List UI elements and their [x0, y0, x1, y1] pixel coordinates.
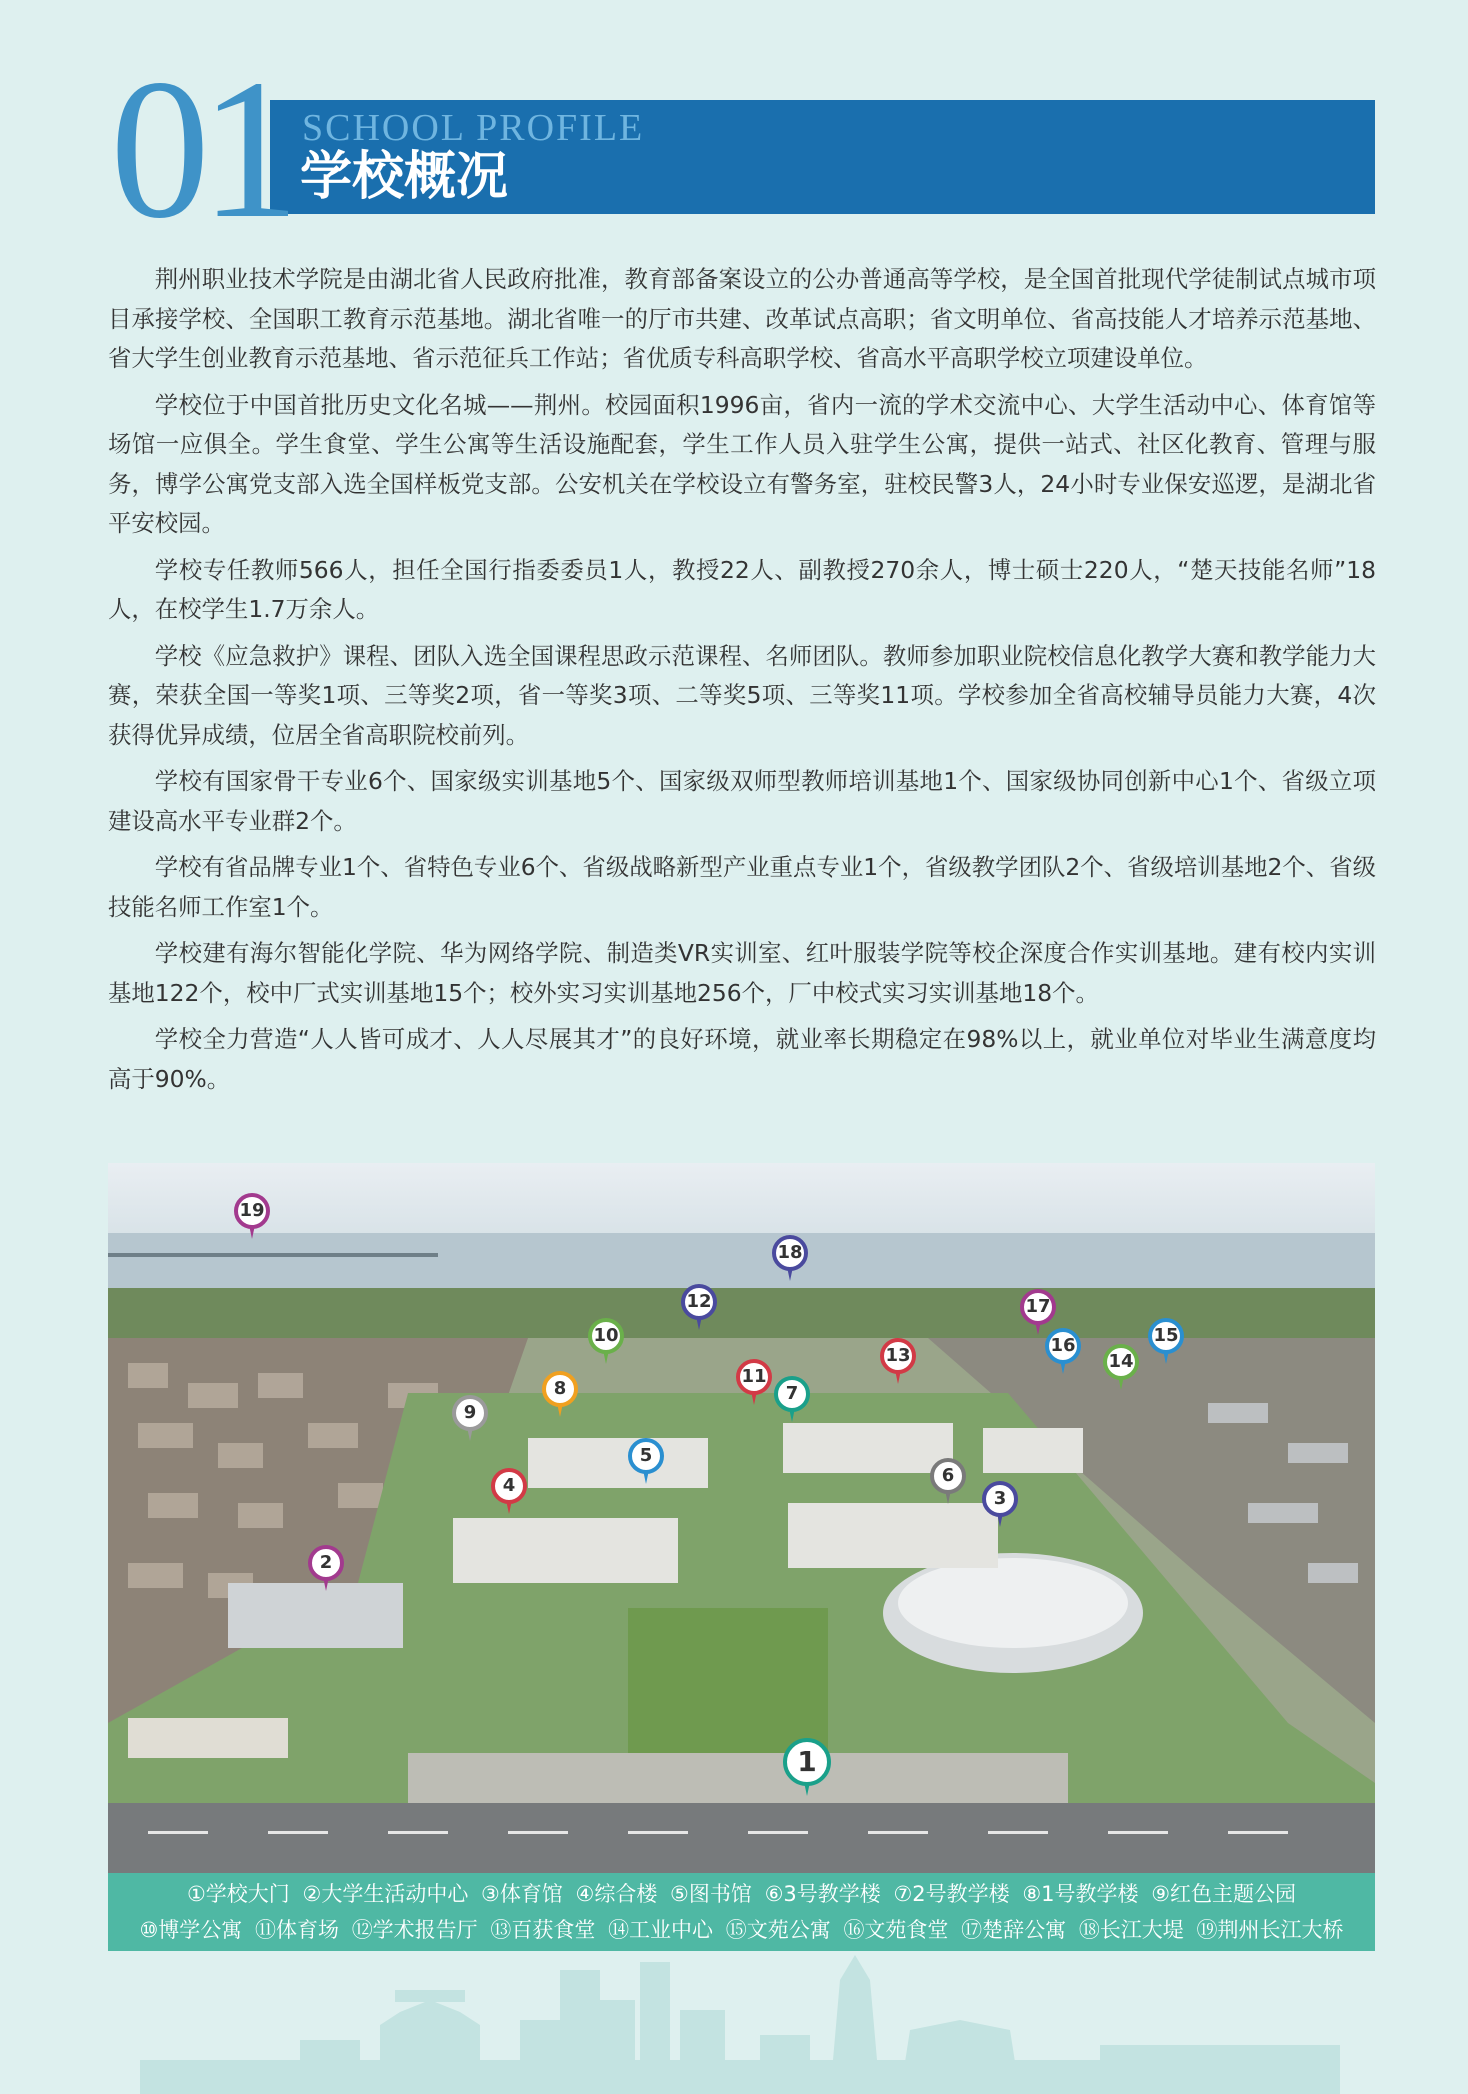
- legend-item: ⑪体育场: [255, 1918, 339, 1942]
- campus-marker-1: 1: [783, 1738, 831, 1786]
- legend-item: ⑥3号教学楼: [764, 1882, 881, 1906]
- campus-marker-5: 5: [628, 1438, 664, 1474]
- campus-aerial-photo: [108, 1163, 1375, 1873]
- campus-marker-4: 4: [491, 1468, 527, 1504]
- legend-item: ⑰楚辞公寓: [961, 1918, 1067, 1942]
- paragraph: 学校建有海尔智能化学院、华为网络学院、制造类VR实训室、红叶服装学院等校企深度合作实训基地。建有校内实训基地122个，校中厂式实训基地15个；校外实习实训基地256个，厂中校式实习实训基地18个。: [108, 939, 1376, 1007]
- section-title-cn: 学校概况: [300, 147, 509, 207]
- legend-item: ①学校大门: [186, 1882, 290, 1906]
- legend-item: ⑬百获食堂: [490, 1918, 596, 1942]
- legend-item: ⑧1号教学楼: [1022, 1882, 1139, 1906]
- campus-marker-8: 8: [542, 1371, 578, 1407]
- campus-marker-13: 13: [880, 1338, 916, 1374]
- legend-item: ⑫学术报告厅: [351, 1918, 478, 1942]
- city-skyline-decoration: [0, 1950, 1468, 2094]
- legend-item: ③体育馆: [481, 1882, 563, 1906]
- campus-marker-11: 11: [736, 1359, 772, 1395]
- legend-item: ⑭工业中心: [608, 1918, 714, 1942]
- campus-marker-18: 18: [772, 1235, 808, 1271]
- legend-item: ⑯文苑食堂: [843, 1918, 949, 1942]
- section-title-en: SCHOOL PROFILE: [302, 107, 645, 149]
- paragraph: 学校《应急救护》课程、团队入选全国课程思政示范课程、名师团队。教师参加职业院校信息化教学大赛和教学能力大赛，荣获全国一等奖1项、三等奖2项，省一等奖3项、二等奖5项、三等奖11项。学校参加全省高校辅导员能力大赛，4次获得优异成绩，位居全省高职院校前列。: [108, 641, 1376, 749]
- legend-item: ④综合楼: [575, 1882, 658, 1906]
- campus-marker-3: 3: [982, 1481, 1018, 1517]
- legend-item: ②大学生活动中心: [302, 1882, 469, 1906]
- campus-marker-2: 2: [308, 1545, 344, 1581]
- legend-item: ⑮文苑公寓: [725, 1918, 831, 1942]
- campus-marker-6: 6: [930, 1458, 966, 1494]
- paragraph: 学校位于中国首批历史文化名城——荆州。校园面积1996亩，省内一流的学术交流中心、大学生活动中心、体育馆等场馆一应俱全。学生食堂、学生公寓等生活设施配套，学生工作人员入驻学生公寓，提供一站式、社区化教育、管理与服务，博学公寓党支部入选全国样板党支部。公安机关在学校设立有警务室，驻校民警3人，24小时专业保安巡逻，是湖北省平安校园。: [108, 390, 1376, 537]
- paragraph: 荆州职业技术学院是由湖北省人民政府批准，教育部备案设立的公办普通高等学校，是全国首批现代学徒制试点城市项目承接学校、全国职工教育示范基地。湖北省唯一的厅市共建、改革试点高职；省文明单位、省高技能人才培养示范基地、省大学生创业教育示范基地、省示范征兵工作站；省优质专科高职学校、省高水平高职学校立项建设单位。: [108, 265, 1376, 372]
- campus-marker-14: 14: [1103, 1344, 1139, 1380]
- campus-marker-19: 19: [234, 1193, 270, 1229]
- campus-marker-16: 16: [1045, 1328, 1081, 1364]
- legend-item: ⑨红色主题公园: [1151, 1882, 1297, 1906]
- campus-marker-17: 17: [1020, 1289, 1056, 1325]
- legend-item: ⑲荆州长江大桥: [1196, 1918, 1344, 1942]
- legend-item: ⑤图书馆: [670, 1882, 752, 1906]
- paragraph: 学校全力营造“人人皆可成才、人人尽展其才”的良好环境，就业率长期稳定在98%以上，就业单位对毕业生满意度均高于90%。: [108, 1025, 1376, 1093]
- profile-text: [108, 260, 1376, 1106]
- legend-item: ⑦2号教学楼: [893, 1882, 1010, 1906]
- legend-row: [108, 1912, 1375, 1948]
- legend-item: ⑱长江大堤: [1078, 1918, 1184, 1942]
- legend-row: [108, 1876, 1375, 1912]
- paragraph: 学校有国家骨干专业6个、国家级实训基地5个、国家级双师型教师培训基地1个、国家级协同创新中心1个、省级立项建设高水平专业群2个。: [108, 767, 1376, 835]
- paragraph: 学校有省品牌专业1个、省特色专业6个、省级战略新型产业重点专业1个，省级教学团队2个、省级培训基地2个、省级技能名师工作室1个。: [108, 853, 1376, 921]
- campus-marker-9: 9: [452, 1395, 488, 1431]
- paragraph: 学校专任教师566人，担任全国行指委委员1人，教授22人、副教授270余人，博士硕士220人，“楚天技能名师”18人，在校学生1.7万余人。: [108, 555, 1376, 623]
- campus-marker-10: 10: [588, 1318, 624, 1354]
- campus-marker-7: 7: [774, 1376, 810, 1412]
- campus-legend: [108, 1873, 1375, 1951]
- campus-marker-12: 12: [681, 1284, 717, 1320]
- campus-illustration: [108, 1163, 1375, 1873]
- section-number: 01: [110, 39, 290, 260]
- legend-item: ⑩博学公寓: [139, 1918, 243, 1942]
- campus-marker-15: 15: [1148, 1318, 1184, 1354]
